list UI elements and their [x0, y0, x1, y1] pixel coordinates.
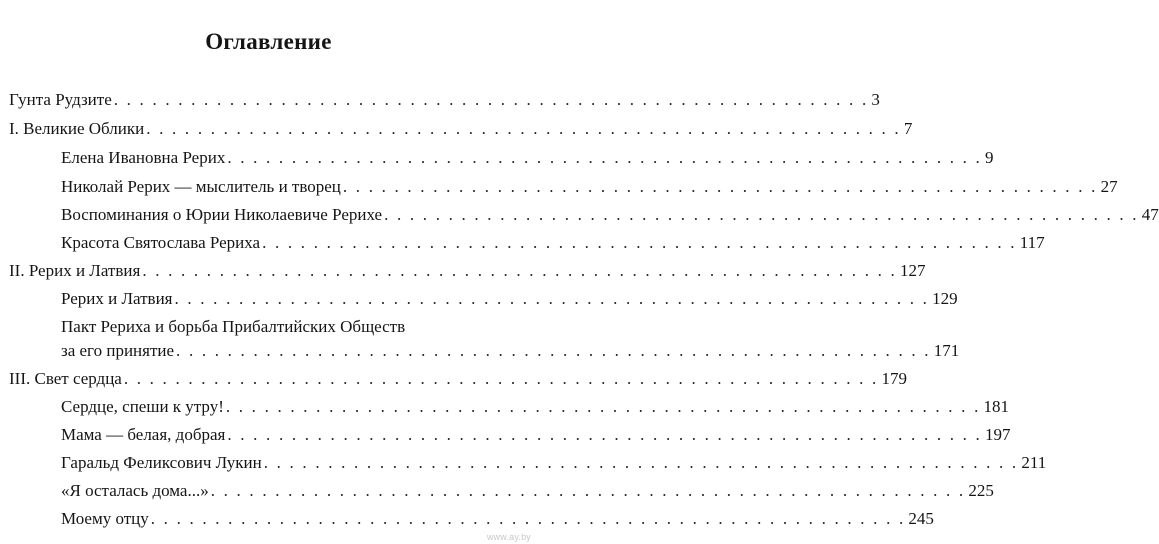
toc-entry-title: за его принятие: [61, 341, 175, 360]
toc-leader-dots: . . . . . . . . . . . . . . . . . . . . . . . . . . . . . . . . . . . . . . . . . . . . . . . . . . . . . . . . . . .: [342, 177, 1098, 196]
toc-entry-title: Рерих и Латвия: [61, 289, 173, 308]
toc-page-number: 129: [932, 289, 958, 308]
toc-entry-title: Красота Святослава Рериха: [61, 233, 261, 252]
toc-entry[interactable]: [9, 118, 913, 140]
toc-entry[interactable]: [61, 396, 1010, 418]
toc-entry-title: «Я осталась дома...»: [61, 481, 209, 500]
toc-entry[interactable]: [61, 176, 1118, 198]
toc-entry[interactable]: [61, 147, 994, 169]
toc-page-number: 7: [903, 119, 913, 138]
toc-page-number: 225: [968, 481, 994, 500]
toc-entry-title: III. Свет сердца: [9, 369, 122, 388]
toc-entry-title: I. Великие Облики: [9, 119, 145, 138]
toc-page-number: 127: [899, 261, 926, 280]
toc-leader-dots: . . . . . . . . . . . . . . . . . . . . . . . . . . . . . . . . . . . . . . . . . . . . . . . . . . . . . . . . . . .: [227, 148, 982, 167]
toc-page-number: 211: [1021, 453, 1047, 472]
toc-leader-dots: . . . . . . . . . . . . . . . . . . . . . . . . . . . . . . . . . . . . . . . . . . . . . . . . . . . . . . . . . . .: [225, 397, 981, 416]
toc-page-number: 181: [983, 397, 1010, 416]
toc-leader-dots: . . . . . . . . . . . . . . . . . . . . . . . . . . . . . . . . . . . . . . . . . . . . . . . . . . . . . . . . . . .: [384, 205, 1139, 224]
page-title: Оглавление: [205, 29, 332, 54]
toc-entry-title: Елена Ивановна Рерих: [61, 148, 226, 167]
toc-entry[interactable]: [9, 260, 926, 282]
toc-leader-dots: . . . . . . . . . . . . . . . . . . . . . . . . . . . . . . . . . . . . . . . . . . . . . . . . . . . . . . . . . . .: [210, 481, 966, 500]
toc-entry-title: Моему отцу: [61, 509, 149, 528]
toc-leader-dots: . . . . . . . . . . . . . . . . . . . . . . . . . . . . . . . . . . . . . . . . . . . . . . . . . . . . . . . . . . .: [142, 261, 897, 280]
toc-entry[interactable]: [9, 89, 880, 111]
toc-entry[interactable]: [61, 452, 1047, 474]
toc-page-number: 197: [985, 425, 1011, 444]
toc-leader-dots: . . . . . . . . . . . . . . . . . . . . . . . . . . . . . . . . . . . . . . . . . . . . . . . . . . . . . . . . . . .: [227, 425, 982, 444]
toc-entry-title-line1: Пакт Рериха и борьба Прибалтийских Обществ: [61, 317, 406, 336]
toc-entry[interactable]: [61, 232, 1045, 254]
toc-entry-title: II. Рерих и Латвия: [9, 261, 141, 280]
toc-leader-dots: . . . . . . . . . . . . . . . . . . . . . . . . . . . . . . . . . . . . . . . . . . . . . . . . . . . . . . . . . . .: [146, 119, 901, 138]
watermark: www.ay.by: [486, 532, 531, 542]
toc-page-number: 117: [1019, 233, 1045, 252]
toc-leader-dots: . . . . . . . . . . . . . . . . . . . . . . . . . . . . . . . . . . . . . . . . . . . . . . . . . . . . . . . . . . .: [176, 341, 931, 360]
toc-leader-dots: . . . . . . . . . . . . . . . . . . . . . . . . . . . . . . . . . . . . . . . . . . . . . . . . . . . . . . . . . . .: [174, 289, 930, 308]
toc-entry[interactable]: [61, 424, 1011, 446]
toc-page-number: 3: [871, 90, 880, 109]
toc-leader-dots: . . . . . . . . . . . . . . . . . . . . . . . . . . . . . . . . . . . . . . . . . . . . . . . . . . . . . . . . . . .: [113, 90, 869, 109]
toc-page-number: 9: [984, 148, 994, 167]
toc-leader-dots: . . . . . . . . . . . . . . . . . . . . . . . . . . . . . . . . . . . . . . . . . . . . . . . . . . . . . . . . . . .: [150, 509, 906, 528]
toc-page-number: 171: [933, 341, 960, 360]
toc-entry[interactable]: [61, 340, 960, 362]
toc-leader-dots: . . . . . . . . . . . . . . . . . . . . . . . . . . . . . . . . . . . . . . . . . . . . . . . . . . . . . . . . . . .: [263, 453, 1019, 472]
toc-entry-title: Гаральд Феликсович Лукин: [61, 453, 262, 472]
toc-page-number: 47: [1141, 205, 1159, 224]
toc-entry[interactable]: [9, 368, 907, 390]
toc-page-number: 27: [1100, 177, 1118, 196]
toc-entry[interactable]: [61, 508, 934, 530]
toc-entry[interactable]: [61, 288, 958, 310]
toc-leader-dots: . . . . . . . . . . . . . . . . . . . . . . . . . . . . . . . . . . . . . . . . . . . . . . . . . . . . . . . . . . .: [123, 369, 879, 388]
toc-entry[interactable]: [61, 480, 994, 502]
toc-page-number: 245: [908, 509, 934, 528]
toc-leader-dots: . . . . . . . . . . . . . . . . . . . . . . . . . . . . . . . . . . . . . . . . . . . . . . . . . . . . . . . . . . .: [262, 233, 1017, 252]
toc-entry-title: Воспоминания о Юрии Николаевиче Рерихе: [61, 205, 383, 224]
toc-entry[interactable]: [61, 204, 1159, 226]
toc-page-number: 179: [881, 369, 907, 388]
toc-entry-title: Мама — белая, добрая: [61, 425, 226, 444]
toc-entry-title: Гунта Рудзите: [9, 90, 112, 109]
toc-entry-title: Николай Рерих — мыслитель и творец: [61, 177, 341, 196]
toc-entry-title: Сердце, спеши к утру!: [61, 397, 224, 416]
